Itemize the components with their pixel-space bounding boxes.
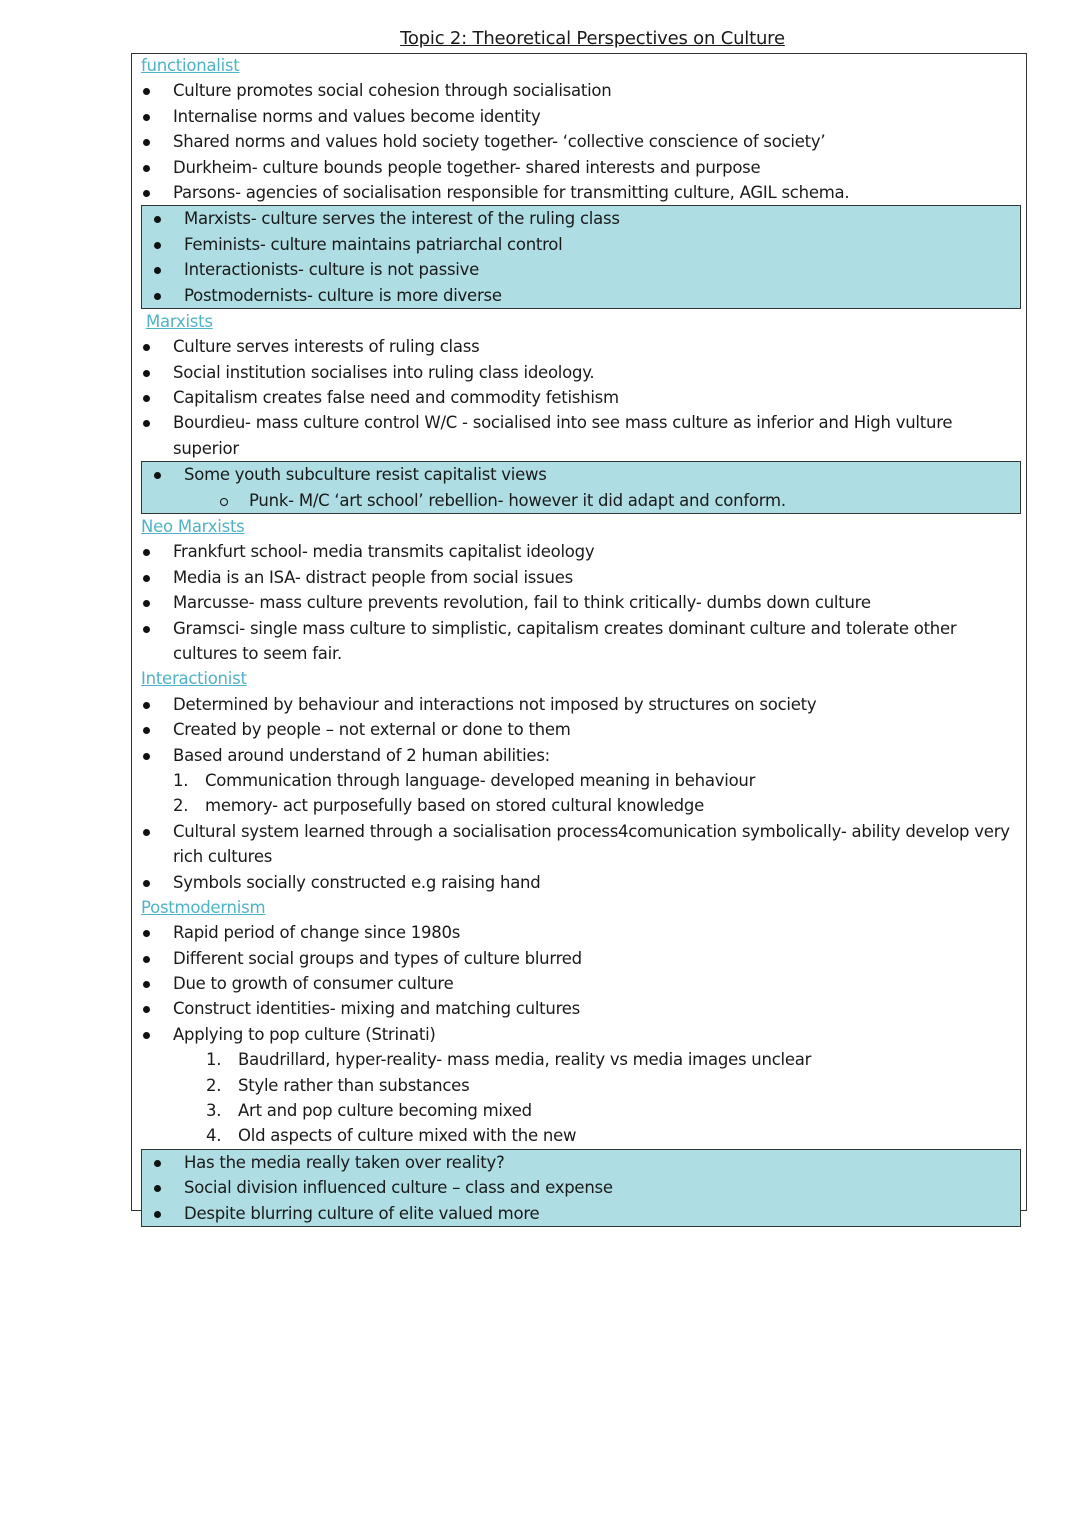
notes-content [141,53,1021,1227]
item-number: 2. [173,796,189,816]
numbered-item [141,793,1021,818]
item-number: 2. [206,1075,222,1095]
list-item: Cultural system learned through a socialisation process4comunication symbolically- ability develop very [141,819,1021,844]
list-item: Applying to pop culture (Strinati) [141,1022,1021,1047]
item-number: 1. [173,770,189,790]
numbered-item [141,768,1021,793]
list-item: Rapid period of change since 1980s [141,920,1021,945]
list-item: Media is an ISA- distract people from social issues [141,565,1021,590]
list-item: Shared norms and values hold society together- ‘collective conscience of society’ [141,129,1021,154]
list-item-continuation: superior [173,438,239,458]
list-item: Determined by behaviour and interactions not imposed by structures on society [141,692,1021,717]
item-number: 4. [206,1126,222,1146]
item-text: Old aspects of culture mixed with the new [238,1126,577,1146]
list-item: Construct identities- mixing and matching cultures [141,996,1021,1021]
list-item: Due to growth of consumer culture [141,971,1021,996]
numbered-item [141,1047,1021,1072]
list-item: Bourdieu- mass culture control W/C - socialised into see mass culture as inferior and High vulture [141,410,1021,435]
list-item-continuation: cultures to seem fair. [173,643,342,663]
list-item: Durkheim- culture bounds people together- shared interests and purpose [141,155,1021,180]
list-item: Symbols socially constructed e.g raising hand [141,870,1021,895]
item-text: Communication through language- developed meaning in behaviour [205,770,756,790]
list-item: Social division influenced culture – class and expense [142,1175,1020,1200]
list-item: Marxists- culture serves the interest of the ruling class [142,206,1020,231]
highlight-box-functionalist [141,205,1021,309]
item-text: memory- act purposefully based on stored cultural knowledge [205,796,704,816]
heading-functionalist[interactable]: functionalist [141,56,240,75]
list-item-continuation: rich cultures [173,847,273,867]
page-title: Topic 2: Theoretical Perspectives on Culture [400,28,785,49]
list-item: Capitalism creates false need and commodity fetishism [141,385,1021,410]
highlight-box-marxists [141,461,1021,514]
numbered-item [141,1123,1021,1148]
heading-neo-marxists[interactable]: Neo Marxists [141,517,245,537]
list-item: Postmodernists- culture is more diverse [142,283,1020,308]
list-item: Created by people – not external or done to them [141,717,1021,742]
list-item: Parsons- agencies of socialisation responsible for transmitting culture, AGIL schema. [141,180,1021,205]
sub-list-item: Punk- M/C ‘art school’ rebellion- however it did adapt and conform. [142,488,1020,513]
numbered-item [141,1073,1021,1098]
item-text: Baudrillard, hyper-reality- mass media, reality vs media images unclear [238,1050,812,1070]
item-number: 3. [206,1101,222,1121]
list-item: Frankfurt school- media transmits capitalist ideology [141,539,1021,564]
numbered-item [141,1098,1021,1123]
list-item: Social institution socialises into ruling class ideology. [141,360,1021,385]
list-item: Has the media really taken over reality? [142,1150,1020,1175]
heading-postmodernism[interactable]: Postmodernism [141,897,266,917]
list-item: Marcusse- mass culture prevents revolution, fail to think critically- dumbs down culture [141,590,1021,615]
list-item: Different social groups and types of culture blurred [141,946,1021,971]
list-item: Feminists- culture maintains patriarchal control [142,232,1020,257]
list-item: Based around understand of 2 human abilities: [141,743,1021,768]
list-item: Gramsci- single mass culture to simplistic, capitalism creates dominant culture and tolerate other [141,616,1021,641]
list-item: Internalise norms and values become identity [141,104,1021,129]
item-text: Style rather than substances [238,1075,470,1095]
list-item: Some youth subculture resist capitalist views [142,462,1020,487]
list-item: Culture serves interests of ruling class [141,334,1021,359]
list-item: Culture promotes social cohesion through socialisation [141,78,1021,103]
heading-interactionist[interactable]: Interactionist [141,669,247,689]
item-text: Art and pop culture becoming mixed [238,1101,532,1121]
list-item: Interactionists- culture is not passive [142,257,1020,282]
item-number: 1. [206,1050,222,1070]
list-item: Despite blurring culture of elite valued more [142,1201,1020,1226]
heading-marxists[interactable]: Marxists [146,311,213,331]
highlight-box-postmodernism [141,1149,1021,1227]
